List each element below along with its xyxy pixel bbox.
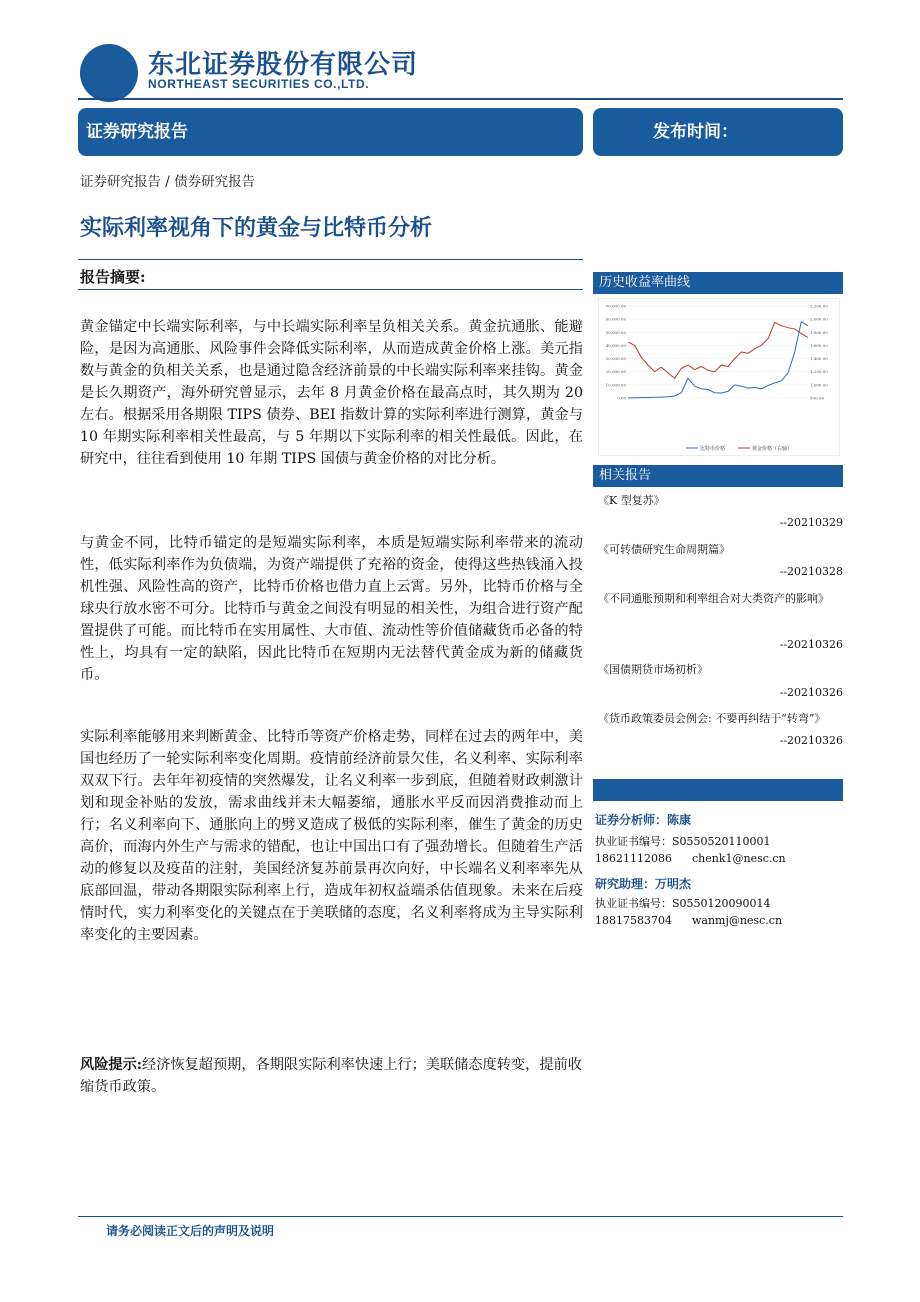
left-axis-tick: 60,000.00 [605,316,626,322]
related-report-date: --20210326 [779,638,843,651]
analyst-section-bar [593,779,843,801]
summary-bottom-rule [78,289,583,290]
left-axis-tick: 40,000.00 [605,342,626,348]
related-report-date: --20210326 [779,734,843,747]
company-name-cn: 东北证券股份有限公司 [148,50,419,80]
analyst-phone: 18621112086 [595,852,672,865]
summary-paragraph-3: 实际利率能够用来判断黄金、比特币等资产价格走势，同样在过去的两年中，美国也经历了一轮实际利率变化周期。疫情前经济前景欠佳，名义利率、实际利率双双下行。去年年初疫情的突然爆发，让名义利率一步到底，但随着财政刺激计划和现金补贴的发放，需求曲线并未大幅萎缩，通胀水平反而因消费推动而上行；名义利率向下、通胀向上的劈叉造成了极低的实际利率，催生了黄金的历史高价，而海内外生产与需求的错配，也让中国出口有了强劲增长。但随着生产活动的修复以及疫苗的注射，美国经济复苏前景再次向好，中长端名义利率率先从底部回温，带动各期限实际利率上行，造成年初权益端杀估值现象。未来在后疫情时代，实力利率变化的关键点在于美联储的态度，名义利率将成为主导实际利率变化的主要因素。 [80,729,583,943]
right-axis-tick: 1,000.00 [810,382,828,388]
left-axis-tick: 20,000.00 [605,369,626,375]
right-axis-tick: 2,200.00 [810,303,828,309]
left-axis-tick: 0.00 [617,395,626,401]
assistant-name: 研究助理：万明杰 [595,877,692,891]
related-report-title[interactable]: 《货币政策委员会例会: 不要再纠结于“转弯”》 [598,712,826,725]
related-report-title[interactable]: 《K 型复苏》 [598,494,665,507]
summary-paragraph-1: 黄金锚定中长端实际利率，与中长端实际利率呈负相关关系。黄金抗通胀、能避险，是因为高通胀、风险事件会降低实际利率，从而造成黄金价格上涨。美元指数与黄金的负相关关系，也是通过隐含经济前景的中长端实际利率来挂钩。黄金是长久期资产，海外研究曾显示，去年 8 月黄金价格在最高点时，其久期为 20 左右。根据采用各期限 TIPS 债券、BEI 指数计算的实际利率进行测算，黄金与 10 年期实际利率相关性最高，与 5 年期以下实际利率的相关性最低。因此，在研究中，往往看到使用 10 年期 TIPS 国债与黄金价格的对比分析。 [80,319,583,467]
company-name-en: NORTHEAST SECURITIES CO.,LTD. [148,77,370,91]
analyst-email[interactable]: chenk1@nesc.cn [692,852,786,865]
analyst-cert: 执业证书编号：S0550520110001 [595,835,771,848]
left-axis-tick: 70,000.00 [605,303,626,309]
right-axis-tick: 1,200.00 [810,369,828,375]
analyst-name: 证券分析师：陈康 [595,813,692,827]
footer-divider [78,1216,843,1217]
header-divider [78,98,843,100]
risk-label: 风险提示: [80,1057,142,1073]
related-reports-heading: 相关报告 [593,465,843,487]
page-title: 实际利率视角下的黄金与比特币分析 [80,216,433,241]
left-axis-tick: 10,000.00 [605,382,626,388]
left-axis-tick: 30,000.00 [605,356,626,362]
assistant-phone: 18817583704 [595,914,672,927]
company-logo [80,44,138,102]
related-report-date: --20210328 [779,565,843,578]
related-report-title[interactable]: 《不同通胀预期和利率组合对大类资产的影响》 [598,592,829,605]
footer-disclaimer: 请务必阅读正文后的声明及说明 [106,1224,275,1238]
related-report-date: --20210326 [779,686,843,699]
right-axis-tick: 1,400.00 [810,356,828,362]
summary-top-rule [78,259,583,260]
report-type-bar [78,108,583,156]
chart-frame [598,298,840,456]
yield-curve-chart [598,298,840,456]
related-report-title[interactable]: 《可转债研究生命周期篇》 [598,543,730,556]
report-type-label: 证券研究报告 [86,122,188,142]
right-axis-tick: 1,600.00 [810,342,828,348]
related-report-title[interactable]: 《国债期货市场初析》 [598,663,708,676]
left-axis-tick: 50,000.00 [605,329,626,335]
breadcrumb: 证券研究报告 / 债券研究报告 [80,174,256,190]
risk-note [80,1054,583,1098]
risk-text: 经济恢复超预期，各期限实际利率快速上行；美联储态度转变，提前收缩货币政策。 [80,1057,582,1095]
publish-label: 发布时间： [653,122,738,142]
publish-date: 2021-03-31 [593,170,702,190]
right-axis-tick: 1,800.00 [810,329,828,335]
legend-btc-label: 比特币价格 [700,446,726,452]
assistant-email[interactable]: wanmj@nesc.cn [692,914,783,927]
right-axis-tick: 800.00 [810,395,824,401]
legend-gold-label: 黄金价格（右轴） [752,446,793,452]
summary-heading: 报告摘要: [80,268,146,286]
summary-paragraph-2: 与黄金不同，比特币锚定的是短端实际利率，本质是短端实际利率带来的流动性，低实际利率作为负债端，为资产端提供了充裕的资金，使得这些热钱涌入投机性强、风险性高的资产，比特币价格也借力直上云霄。另外，比特币价格与全球央行放水密不可分。比特币与黄金之间没有明显的相关性，为组合进行资产配置提供了可能。而比特币在实用属性、大市值、流动性等价值储藏货币必备的特性上，均具有一定的缺陷，因此比特币在短期内无法替代黄金成为新的储藏货币。 [80,535,583,683]
right-axis-tick: 2,000.00 [810,316,828,322]
assistant-cert: 执业证书编号：S0550120090014 [595,897,771,910]
chart-heading: 历史收益率曲线 [593,272,843,294]
publish-date-bar [593,108,843,190]
related-report-date: --20210329 [779,516,843,529]
